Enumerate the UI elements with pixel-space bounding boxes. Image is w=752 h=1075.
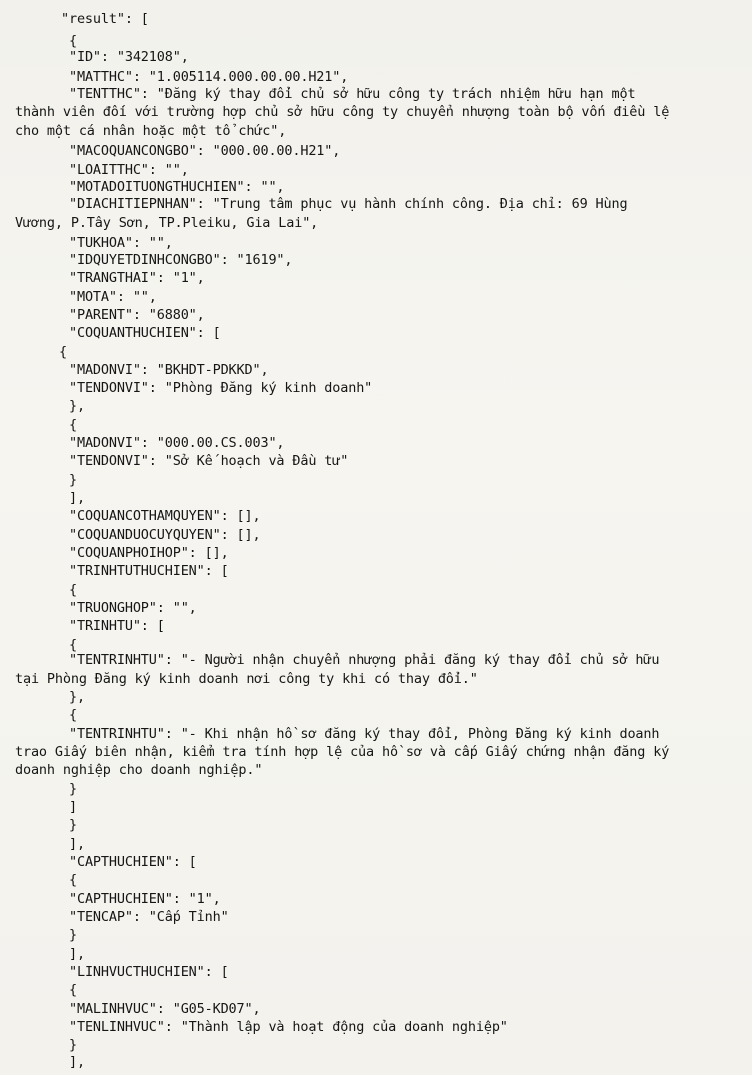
code-line: doanh nghiệp cho doanh nghiệp." — [15, 762, 263, 778]
code-line: "result": [ — [61, 11, 149, 27]
code-line: "MALINHVUC": "G05-KD07", — [69, 1001, 261, 1017]
code-line: "MOTADOITUONGTHUCHIEN": "", — [69, 179, 285, 195]
code-line: "TENDONVI": "Sở Kế hoạch và Đầu tư" — [69, 453, 349, 469]
code-line: "TENDONVI": "Phòng Đăng ký kinh doanh" — [69, 380, 373, 396]
code-line: } — [69, 472, 77, 488]
code-line: "CAPTHUCHIEN": [ — [69, 854, 197, 870]
code-line: "MATTHC": "1.005114.000.00.00.H21", — [69, 69, 349, 85]
code-line: } — [69, 1037, 77, 1053]
code-line: "ID": "342108", — [69, 49, 189, 65]
code-line: { — [69, 582, 77, 598]
code-line: "COQUANPHOIHOP": [], — [69, 545, 229, 561]
code-line: thành viên đối với trường hợp chủ sở hữu công ty chuyển nhượng toàn bộ vốn điều lệ — [15, 104, 670, 120]
code-line: } — [69, 781, 77, 797]
code-line: "LINHVUCTHUCHIEN": [ — [69, 964, 229, 980]
code-line: "TENLINHVUC": "Thành lập và hoạt động của doanh nghiệp" — [69, 1019, 508, 1035]
code-line: }, — [69, 398, 85, 414]
code-line: "IDQUYETDINHCONGBO": "1619", — [69, 252, 293, 268]
code-line: } — [69, 927, 77, 943]
code-line: "MOTA": "", — [69, 289, 157, 305]
code-line: "MACOQUANCONGBO": "000.00.00.H21", — [69, 143, 341, 159]
code-line: ], — [69, 490, 85, 506]
code-line: ], — [69, 1054, 85, 1070]
code-line: "PARENT": "6880", — [69, 307, 205, 323]
code-line: "MADONVI": "BKHDT-PDKKD", — [69, 362, 269, 378]
code-line: "TRINHTUTHUCHIEN": [ — [69, 563, 229, 579]
code-line: cho một cá nhân hoặc một tổ chức", — [15, 123, 287, 139]
code-line: { — [69, 637, 77, 653]
code-line: ], — [69, 836, 85, 852]
code-line: "DIACHITIEPNHAN": "Trung tâm phục vụ hành chính công. Địa chỉ: 69 Hùng — [69, 196, 628, 212]
code-line: "TENTRINHTU": "- Người nhận chuyển nhượng phải đăng ký thay đổi chủ sở hữu — [69, 652, 660, 668]
code-line: { — [69, 982, 77, 998]
code-line: Vương, P.Tây Sơn, TP.Pleiku, Gia Lai", — [15, 215, 319, 231]
code-line: "CAPTHUCHIEN": "1", — [69, 891, 221, 907]
code-line: "TUKHOA": "", — [69, 235, 173, 251]
code-line: ], — [69, 946, 85, 962]
code-line: "MADONVI": "000.00.CS.003", — [69, 435, 285, 451]
code-line: "TENTTHC": "Đăng ký thay đổi chủ sở hữu công ty trách nhiệm hữu hạn một — [69, 86, 636, 102]
code-line: { — [69, 872, 77, 888]
code-line: "TRANGTHAI": "1", — [69, 270, 205, 286]
code-line: { — [69, 417, 77, 433]
code-line: }, — [69, 689, 85, 705]
code-line: } — [69, 817, 77, 833]
code-line: tại Phòng Đăng ký kinh doanh nơi công ty khi có thay đổi." — [15, 671, 478, 687]
code-line: "TENCAP": "Cấp Tỉnh" — [69, 909, 229, 925]
code-line: "COQUANDUOCUYQUYEN": [], — [69, 527, 261, 543]
code-line: "TENTRINHTU": "- Khi nhận hồ sơ đăng ký thay đổi, Phòng Đăng ký kinh doanh — [69, 726, 660, 742]
code-line: "TRINHTU": [ — [69, 618, 165, 634]
code-line: { — [69, 707, 77, 723]
code-line: "TRUONGHOP": "", — [69, 600, 197, 616]
code-line: "COQUANCOTHAMQUYEN": [], — [69, 508, 261, 524]
code-line: { — [59, 344, 67, 360]
code-line: { — [69, 33, 77, 49]
code-line: "COQUANTHUCHIEN": [ — [69, 325, 221, 341]
code-line: trao Giấy biên nhận, kiểm tra tính hợp lệ của hồ sơ và cấp Giấy chứng nhận đăng ký — [15, 744, 670, 760]
code-line: "LOAITTHC": "", — [69, 162, 189, 178]
code-line: ] — [69, 799, 77, 815]
